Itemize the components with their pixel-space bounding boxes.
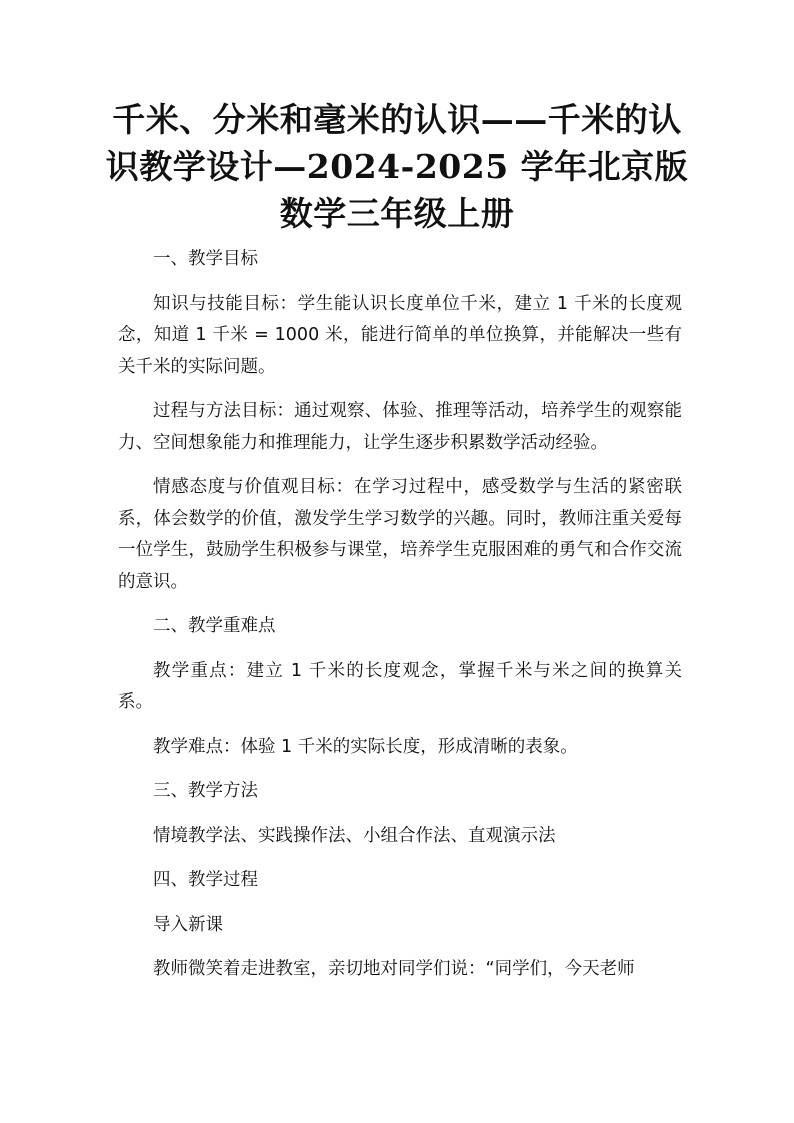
paragraph-difficulty: 教学难点：体验 1 千米的实际长度，形成清晰的表象。 bbox=[153, 736, 578, 757]
paragraph-attitude-goal: 情感态度与价值观目标：在学习过程中，感受数学与生活的紧密联系，体会数学的价值，激发学生学习数学的兴趣。同时，教师注重关爱每一位学生，鼓励学生积极参与课堂，培养学生克服困难的勇气和合作交流的意识。 bbox=[118, 477, 682, 592]
subheading-intro: 导入新课 bbox=[153, 914, 223, 935]
paragraph-intro: 教师微笑着走进教室，亲切地对同学们说：“同学们，今天老师 bbox=[153, 959, 635, 979]
section-heading-key-points: 二、教学重难点 bbox=[153, 616, 276, 636]
paragraph-key-point: 教学重点：建立 1 千米的长度观念，掌握千米与米之间的换算关系。 bbox=[118, 660, 682, 712]
paragraph-process-goal: 过程与方法目标：通过观察、体验、推理等活动，培养学生的观察能力、空间想象能力和推理能力，让学生逐步积累数学活动经验。 bbox=[118, 401, 682, 453]
paragraph-knowledge-goal: 知识与技能目标：学生能认识长度单位千米，建立 1 千米的长度观念，知道 1 千米 = 1000 米，能进行简单的单位换算，并能解决一些有关千米的实际问题。 bbox=[118, 293, 682, 377]
section-heading-process: 四、教学过程 bbox=[153, 870, 258, 890]
document-body bbox=[118, 244, 682, 999]
section-heading-objectives: 一、教学目标 bbox=[153, 249, 258, 269]
section-heading-methods: 三、教学方法 bbox=[153, 781, 258, 801]
document-title: 千米、分米和毫米的认识——千米的认识教学设计—2024-2025 学年北京版数学三年级上册 bbox=[105, 100, 689, 233]
paragraph-methods: 情境教学法、实践操作法、小组合作法、直观演示法 bbox=[153, 825, 556, 846]
